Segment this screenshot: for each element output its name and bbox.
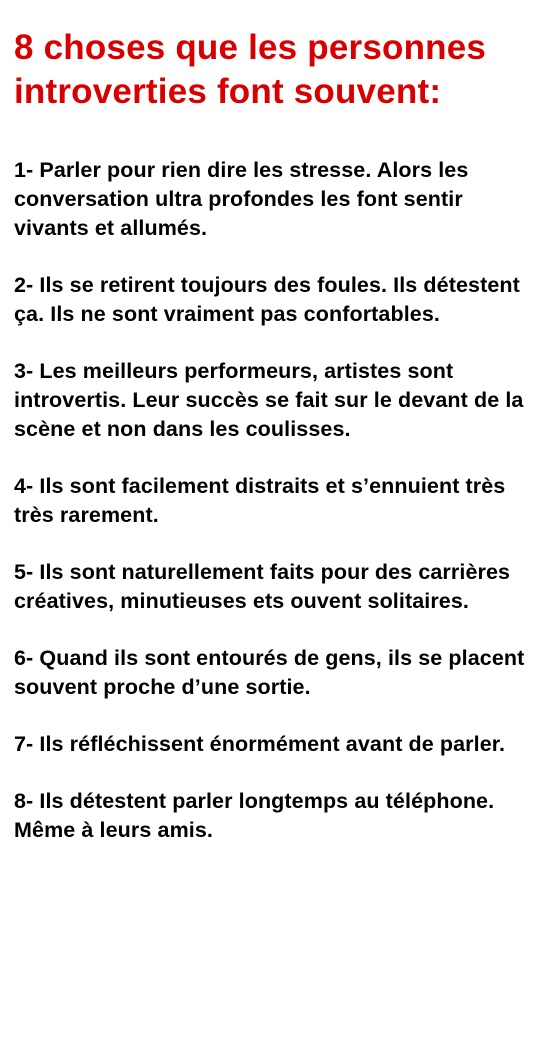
- page-title: 8 choses que les personnes introverties font souvent:: [14, 28, 487, 111]
- list-item: 6- Quand ils sont entourés de gens, ils se placent souvent proche d’une sortie.: [14, 646, 525, 699]
- tips-list: [14, 156, 538, 845]
- list-item: 3- Les meilleurs performeurs, artistes sont introvertis. Leur succès se fait sur le devant de la scène et non dans les coulisses.: [14, 359, 524, 441]
- list-item: 7- Ils réfléchissent énormément avant de parler.: [14, 732, 506, 756]
- list-item: 1- Parler pour rien dire les stresse. Alors les conversation ultra profondes les font sentir vivants et allumés.: [14, 158, 469, 240]
- list-item: 4- Ils sont facilement distraits et s’ennuient très très rarement.: [14, 474, 506, 527]
- list-item: 5- Ils sont naturellement faits pour des carrières créatives, minutieuses ets ouvent solitaires.: [14, 560, 511, 613]
- list-item: 2- Ils se retirent toujours des foules. Ils détestent ça. Ils ne sont vraiment pas confortables.: [14, 273, 520, 326]
- list-item: 8- Ils détestent parler longtemps au téléphone. Même à leurs amis.: [14, 789, 495, 842]
